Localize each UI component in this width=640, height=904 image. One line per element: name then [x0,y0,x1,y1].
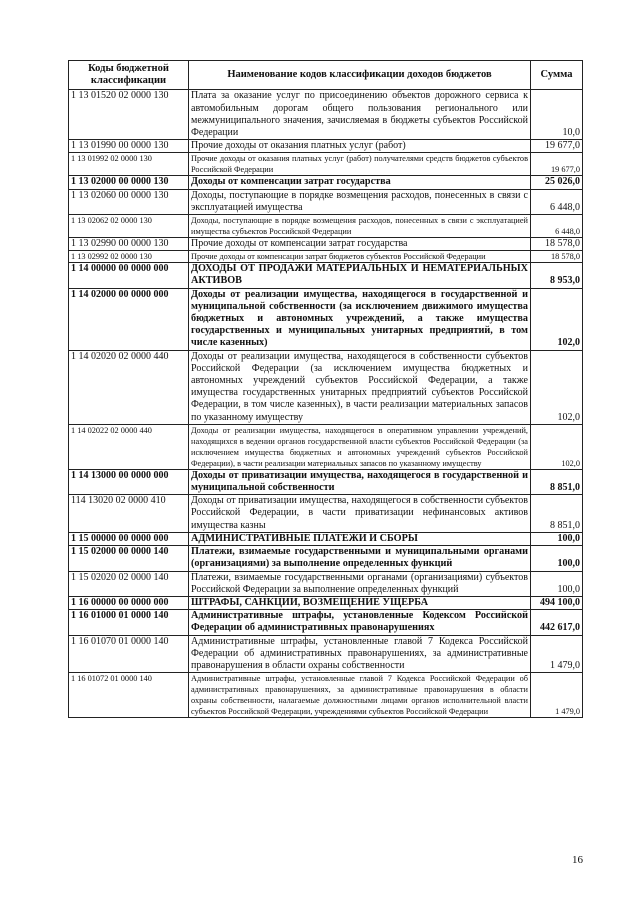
table-row [69,251,583,263]
table-row [69,215,583,238]
table-row [69,153,583,176]
row-code: 1 13 01990 00 0000 130 [69,140,189,153]
header-code: Коды бюджетной классификации [69,61,189,90]
table-row [69,189,583,214]
table-row [69,571,583,596]
row-code: 1 16 01070 01 0000 140 [69,635,189,673]
table-row [69,424,583,469]
row-sum: 100,0 [531,532,583,545]
table-row [69,532,583,545]
table-row [69,238,583,251]
table-header-row [69,61,583,90]
table-row [69,495,583,533]
row-sum: 8 851,0 [531,495,583,533]
row-code: 1 15 02000 00 0000 140 [69,546,189,571]
table-row [69,350,583,424]
row-name: АДМИНИСТРАТИВНЫЕ ПЛАТЕЖИ И СБОРЫ [189,532,531,545]
page-number: 16 [572,854,583,866]
row-code: 1 14 02000 00 0000 000 [69,288,189,350]
row-code: 1 16 01000 01 0000 140 [69,610,189,635]
table-row [69,635,583,673]
row-name: Прочие доходы от компенсации затрат государства [189,238,531,251]
row-sum: 102,0 [531,424,583,469]
row-code: 1 14 02020 02 0000 440 [69,350,189,424]
header-name: Наименование кодов классификации доходов бюджетов [189,61,531,90]
row-sum: 1 479,0 [531,635,583,673]
row-sum: 18 578,0 [531,238,583,251]
table-row [69,610,583,635]
row-sum: 8 851,0 [531,469,583,494]
row-code: 1 13 02990 00 0000 130 [69,238,189,251]
row-code: 1 16 00000 00 0000 000 [69,596,189,609]
row-sum: 494 100,0 [531,596,583,609]
row-code: 1 13 02992 02 0000 130 [69,251,189,263]
row-code: 1 13 02060 00 0000 130 [69,189,189,214]
row-code: 1 16 01072 01 0000 140 [69,673,189,718]
row-sum: 19 677,0 [531,140,583,153]
table-row [69,288,583,350]
row-code: 1 14 13000 00 0000 000 [69,469,189,494]
row-name: Доходы от реализации имущества, находящегося в оперативном управлении учреждений, находящихся в ведении органов государственной власти субъектов Российской Федерации (за исключением имущества бюджетных и автономных учреждений субъектов Российской Федерации), в части реализации материальных запасов по указанному имуществу [189,424,531,469]
row-name: Прочие доходы от компенсации затрат бюджетов субъектов Российской Федерации [189,251,531,263]
row-name: ДОХОДЫ ОТ ПРОДАЖИ МАТЕРИАЛЬНЫХ И НЕМАТЕРИАЛЬНЫХ АКТИВОВ [189,263,531,288]
table-row [69,263,583,288]
row-name: Доходы, поступающие в порядке возмещения расходов, понесенных в связи с эксплуатацией имущества [189,189,531,214]
row-sum: 100,0 [531,571,583,596]
row-sum: 10,0 [531,90,583,140]
row-sum: 442 617,0 [531,610,583,635]
row-name: Административные штрафы, установленные главой 7 Кодекса Российской Федерации об административных правонарушениях, за административные правонарушения в области охраны собственности, налагаемые должностными лицами органов исполнительной власти субъектов Российской Федерации, учреждениями субъектов Российской Федерации [189,673,531,718]
table-row [69,673,583,718]
budget-table-page [68,60,582,718]
row-sum: 19 677,0 [531,153,583,176]
row-sum: 1 479,0 [531,673,583,718]
row-name: Административные штрафы, установленные Кодексом Российской Федерации об административных правонарушениях [189,610,531,635]
row-code: 1 13 01520 02 0000 130 [69,90,189,140]
table-row [69,90,583,140]
row-name: Доходы от приватизации имущества, находящегося в собственности субъектов Российской Федерации, в части приватизации нефинансовых активов имущества казны [189,495,531,533]
row-sum: 25 026,0 [531,176,583,189]
table-row [69,140,583,153]
row-name: Платежи, взимаемые государственными и муниципальными органами (организациями) за выполнение определенных функций [189,546,531,571]
row-sum: 6 448,0 [531,189,583,214]
row-code: 114 13020 02 0000 410 [69,495,189,533]
row-name: Прочие доходы от оказания платных услуг (работ) получателями средств бюджетов субъектов Российской Федерации [189,153,531,176]
row-code: 1 13 01992 02 0000 130 [69,153,189,176]
row-code: 1 15 02020 02 0000 140 [69,571,189,596]
row-name: Прочие доходы от оказания платных услуг (работ) [189,140,531,153]
budget-classification-table [68,60,583,718]
row-name: Административные штрафы, установленные главой 7 Кодекса Российской Федерации об административных правонарушениях, за административные правонарушения в области охраны собственности [189,635,531,673]
row-code: 1 13 02000 00 0000 130 [69,176,189,189]
row-code: 1 15 00000 00 0000 000 [69,532,189,545]
row-name: Плата за оказание услуг по присоединению объектов дорожного сервиса к автомобильным дорогам общего пользования регионального или межмуниципального значения, зачисляемая в бюджеты субъектов Российской Федерации [189,90,531,140]
row-code: 1 13 02062 02 0000 130 [69,215,189,238]
table-row [69,176,583,189]
row-name: Доходы от реализации имущества, находящегося в государственной и муниципальной собственности (за исключением движимого имущества бюджетных и автономных учреждений, а также имущества государственных и муниципальных унитарных предприятий, в том числе казенных) [189,288,531,350]
row-sum: 100,0 [531,546,583,571]
row-name: Платежи, взимаемые государственными органами (организациями) субъектов Российской Федерации за выполнение определенных функций [189,571,531,596]
table-row [69,596,583,609]
header-sum: Сумма [531,61,583,90]
table-body [69,90,583,718]
row-code: 1 14 02022 02 0000 440 [69,424,189,469]
row-sum: 8 953,0 [531,263,583,288]
row-sum: 102,0 [531,288,583,350]
row-name: Доходы, поступающие в порядке возмещения расходов, понесенных в связи с эксплуатацией имущества субъектов Российской Федерации [189,215,531,238]
row-name: Доходы от реализации имущества, находящегося в собственности субъектов Российской Федерации (за исключением имущества бюджетных и автономных учреждений субъектов Российской Федерации, а также имущества государственных унитарных предприятий субъектов Российской Федерации, в том числе казенных), в части реализации материальных запасов по указанному имуществу [189,350,531,424]
table-row [69,469,583,494]
row-sum: 102,0 [531,350,583,424]
table-row [69,546,583,571]
row-name: Доходы от приватизации имущества, находящегося в государственной и муниципальной собственности [189,469,531,494]
row-sum: 18 578,0 [531,251,583,263]
row-sum: 6 448,0 [531,215,583,238]
row-name: Доходы от компенсации затрат государства [189,176,531,189]
row-name: ШТРАФЫ, САНКЦИИ, ВОЗМЕЩЕНИЕ УЩЕРБА [189,596,531,609]
row-code: 1 14 00000 00 0000 000 [69,263,189,288]
